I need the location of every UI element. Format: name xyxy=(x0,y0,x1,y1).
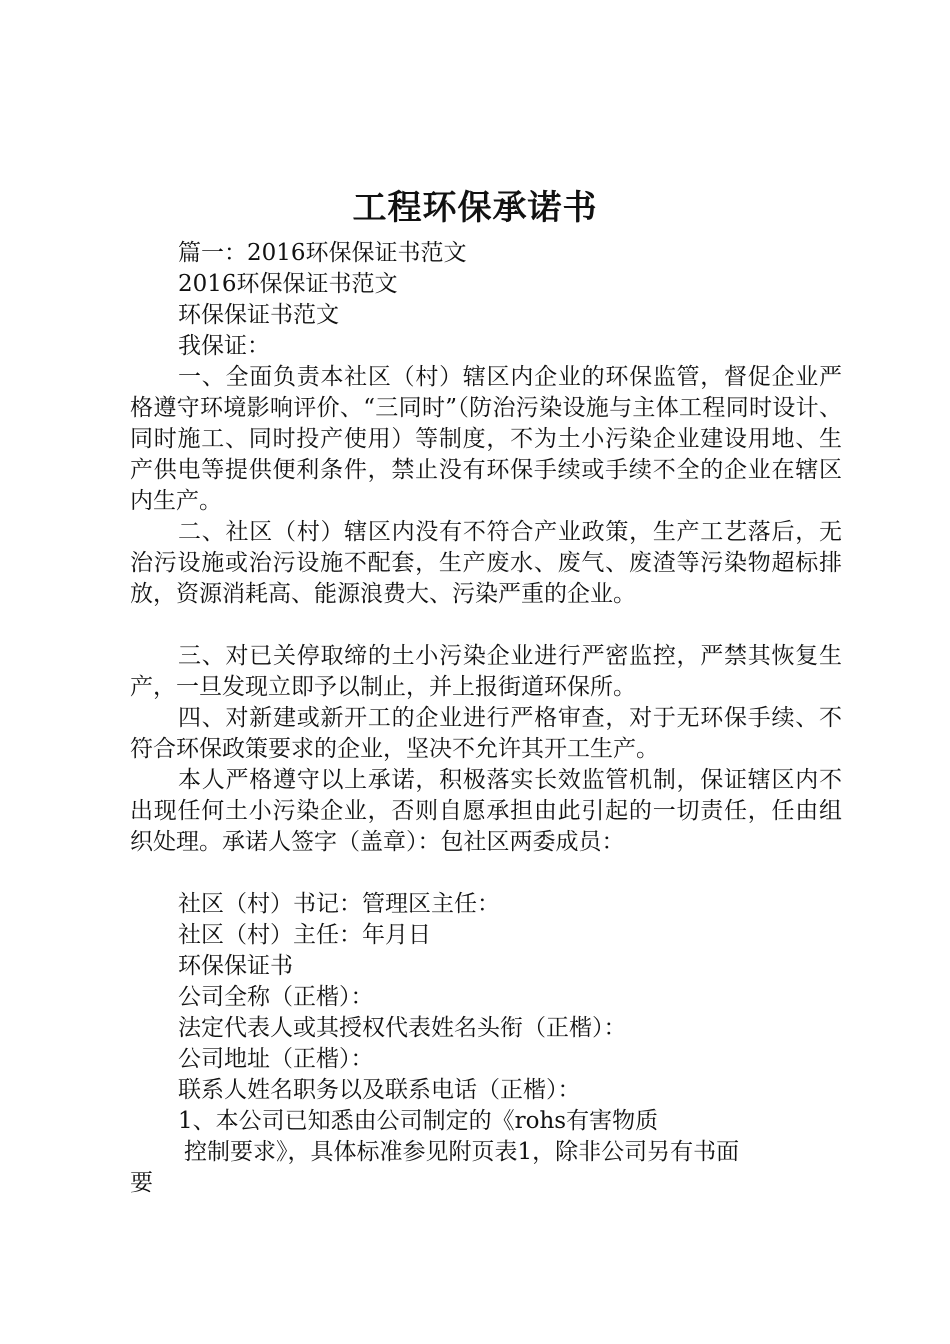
line-heading-3: 环保保证书范文 xyxy=(178,302,339,328)
signature-line-director: 社区（村）主任：年月日 xyxy=(178,922,431,948)
line-pledge-intro: 我保证： xyxy=(178,333,270,359)
line-heading-2: 2016环保保证书范文 xyxy=(178,271,398,297)
clause-1-line-1: 1、本公司已知悉由公司制定的《rohs有害物质 xyxy=(178,1108,659,1134)
section-heading-guarantee: 环保保证书 xyxy=(178,953,293,979)
paragraph-3: 三、对已关停取缔的土小污染企业进行严密监控，严禁其恢复生产，一旦发现立即予以制止，并上报街道环保所。 xyxy=(130,643,842,700)
paragraph-4: 四、对新建或新开工的企业进行严格审查，对于无环保手续、不符合环保政策要求的企业，坚决不允许其开工生产。 xyxy=(130,705,842,762)
document-body xyxy=(130,238,842,1199)
blank-line xyxy=(130,610,842,641)
field-company-name: 公司全称（正楷）： xyxy=(178,984,374,1010)
field-legal-representative: 法定代表人或其授权代表姓名头衔（正楷）： xyxy=(178,1015,627,1041)
paragraph-2: 二、社区（村）辖区内没有不符合产业政策，生产工艺落后，无治污设施或治污设施不配套，生产废水、废气、废渣等污染物超标排放，资源消耗高、能源浪费大、污染严重的企业。 xyxy=(130,519,842,607)
field-contact-person: 联系人姓名职务以及联系电话（正楷）： xyxy=(178,1077,581,1103)
line-heading-1: 篇一：2016环保保证书范文 xyxy=(178,240,467,266)
signature-line-secretary: 社区（村）书记：管理区主任： xyxy=(178,891,500,917)
blank-line xyxy=(130,858,842,889)
clause-1-line-2: 控制要求》，具体标准参见附页表1，除非公司另有书面 xyxy=(184,1139,740,1165)
field-company-address: 公司地址（正楷）： xyxy=(178,1046,374,1072)
paragraph-5: 本人严格遵守以上承诺，积极落实长效监管机制，保证辖区内不出现任何土小污染企业，否则自愿承担由此引起的一切责任，任由组织处理。承诺人签字（盖章）：包社区两委成员： xyxy=(130,767,842,855)
clause-1-line-3: 要 xyxy=(130,1170,153,1196)
paragraph-1: 一、全面负责本社区（村）辖区内企业的环保监管，督促企业严格遵守环境影响评价、“三同时”（防治污染设施与主体工程同时设计、同时施工、同时投产使用）等制度，不为土小污染企业建设用地、生产供电等提供便利条件，禁止没有环保手续或手续不全的企业在辖区内生产。 xyxy=(130,364,842,514)
document-title: 工程环保承诺书 xyxy=(352,188,598,228)
